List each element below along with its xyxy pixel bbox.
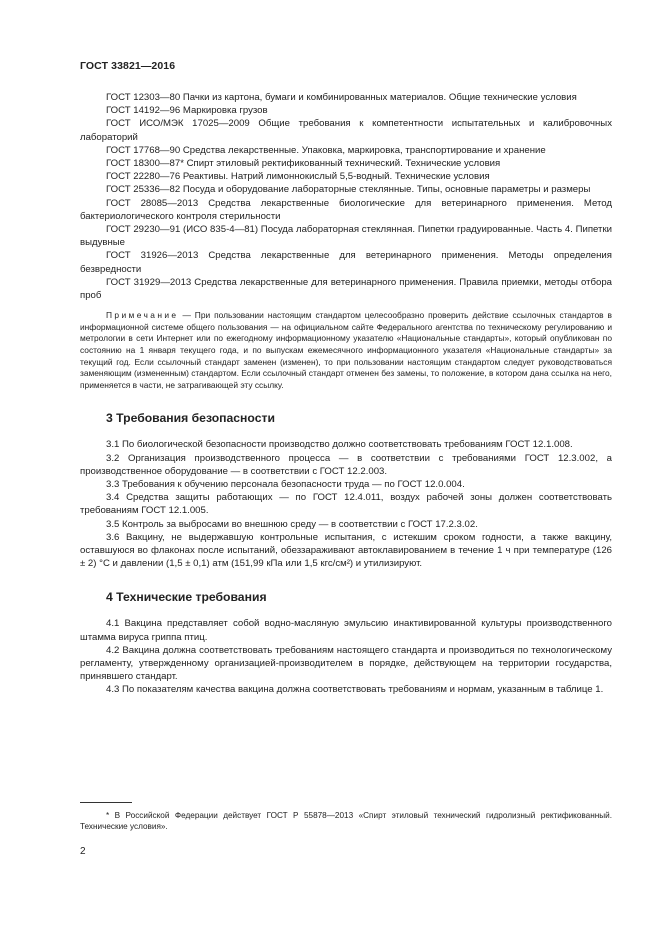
section-3-heading: 3 Требования безопасности bbox=[106, 411, 275, 426]
note-text: — При пользовании настоящим стандартом целесообразно проверить действие ссылочных стандартов в информационной системе общего пользования — на официальном сайте Федерального агентства по техническому регулированию и метрологии в сети Интернет или по ежегодному информационному указателю «Национальные стандарты», который опубликован по состоянию на 1 января текущего года, и по выпускам ежемесячного информационного указателя «Национальные стандарты» за текущий год. Если ссылочный стандарт заменен (изменен), то при пользовании настоящим стандартом следует руководствоваться заменяющим (измененным) стандартом. Если ссылочный стандарт отменен без замены, то положение, в котором дана ссылка на него, применяется в части, не затрагивающей эту ссылку. bbox=[80, 310, 612, 390]
note-label: Примечание bbox=[106, 310, 179, 321]
reference-item: ГОСТ 18300—87* Спирт этиловый ректификованный технический. Технические условия bbox=[106, 158, 501, 170]
section-3-paragraph: 3.4 Средства защиты работающих — по ГОСТ 12.4.011, воздух рабочей зоны должен соответствовать требованиям ГОСТ 12.1.005. bbox=[80, 492, 612, 517]
reference-item: ГОСТ 25336—82 Посуда и оборудование лабораторные стеклянные. Типы, основные параметры и размеры bbox=[106, 184, 591, 196]
section-4-paragraph: 4.2 Вакцина должна соответствовать требованиям настоящего стандарта и производиться по технологическому регламенту, утвержденному организацией-производителем в порядке, действующем на территории государства, принявшего стандарт. bbox=[80, 644, 612, 683]
references-list bbox=[80, 91, 612, 302]
reference-item: ГОСТ 29230—91 (ИСО 835-4—81) Посуда лабораторная стеклянная. Пипетки градуированные. Часть 4. Пипетки выдувные bbox=[80, 224, 612, 249]
reference-item: ГОСТ 28085—2013 Средства лекарственные биологические для ветеринарного применения. Метод бактериологического контроля стерильности bbox=[80, 197, 612, 222]
section-3-paragraph: 3.2 Организация производственного процесса — в соответствии с требованиями ГОСТ 12.3.002, а производственное оборудование — в соответствии с ГОСТ 12.2.003. bbox=[80, 452, 612, 477]
section-3-paragraph: 3.6 Вакцину, не выдержавшую контрольные испытания, с истекшим сроком годности, а также вакцину, оставшуюся во флаконах после испытаний, обеззараживают автоклавированием в течение 1 ч при температуре (126 ± 2) °С и давлении (1,5 ± 0,1) атм (151,99 кПа или 1,5 кгс/см²) и утилизируют. bbox=[80, 531, 612, 570]
section-4-paragraph: 4.3 По показателям качества вакцина должна соответствовать требованиям и нормам, указанным в таблице 1. bbox=[106, 684, 604, 696]
main-content bbox=[80, 91, 612, 697]
reference-item: ГОСТ 14192—96 Маркировка грузов bbox=[106, 105, 268, 117]
section-3-body bbox=[80, 438, 612, 570]
section-4-body bbox=[80, 617, 612, 696]
reference-item: ГОСТ 31926—2013 Средства лекарственные для ветеринарного применения. Методы определения безвредности bbox=[80, 250, 612, 275]
footnote: * В Российской Федерации действует ГОСТ Р 55878—2013 «Спирт этиловый технический гидролизный ректификованный. Технические условия». bbox=[80, 811, 612, 832]
reference-item: ГОСТ ИСО/МЭК 17025—2009 Общие требования к компетентности испытательных и калибровочных лабораторий bbox=[80, 118, 612, 143]
section-4-heading: 4 Технические требования bbox=[106, 590, 267, 605]
section-4-paragraph: 4.1 Вакцина представляет собой водно-масляную эмульсию инактивированной культуры производственного штамма вируса гриппа птиц. bbox=[80, 618, 612, 643]
reference-item: ГОСТ 22280—76 Реактивы. Натрий лимоннокислый 5,5-водный. Технические условия bbox=[106, 171, 490, 183]
document-header: ГОСТ 33821—2016 bbox=[80, 60, 176, 72]
section-3-paragraph: 3.1 По биологической безопасности производство должно соответствовать требованиям ГОСТ 12.1.008. bbox=[106, 439, 573, 451]
note-paragraph bbox=[80, 310, 612, 391]
section-3-paragraph: 3.3 Требования к обучению персонала безопасности труда — по ГОСТ 12.0.004. bbox=[106, 479, 465, 491]
reference-item: ГОСТ 12303—80 Пачки из картона, бумаги и комбинированных материалов. Общие технические условия bbox=[106, 92, 577, 103]
section-3-paragraph: 3.5 Контроль за выбросами во внешнюю среду — в соответствии с ГОСТ 17.2.3.02. bbox=[106, 518, 478, 530]
footnote-divider bbox=[80, 802, 132, 803]
reference-item: ГОСТ 17768—90 Средства лекарственные. Упаковка, маркировка, транспортирование и хранение bbox=[106, 144, 546, 156]
reference-item: ГОСТ 31929—2013 Средства лекарственные для ветеринарного применения. Правила приемки, методы отбора проб bbox=[80, 276, 612, 302]
page-number: 2 bbox=[80, 846, 86, 857]
